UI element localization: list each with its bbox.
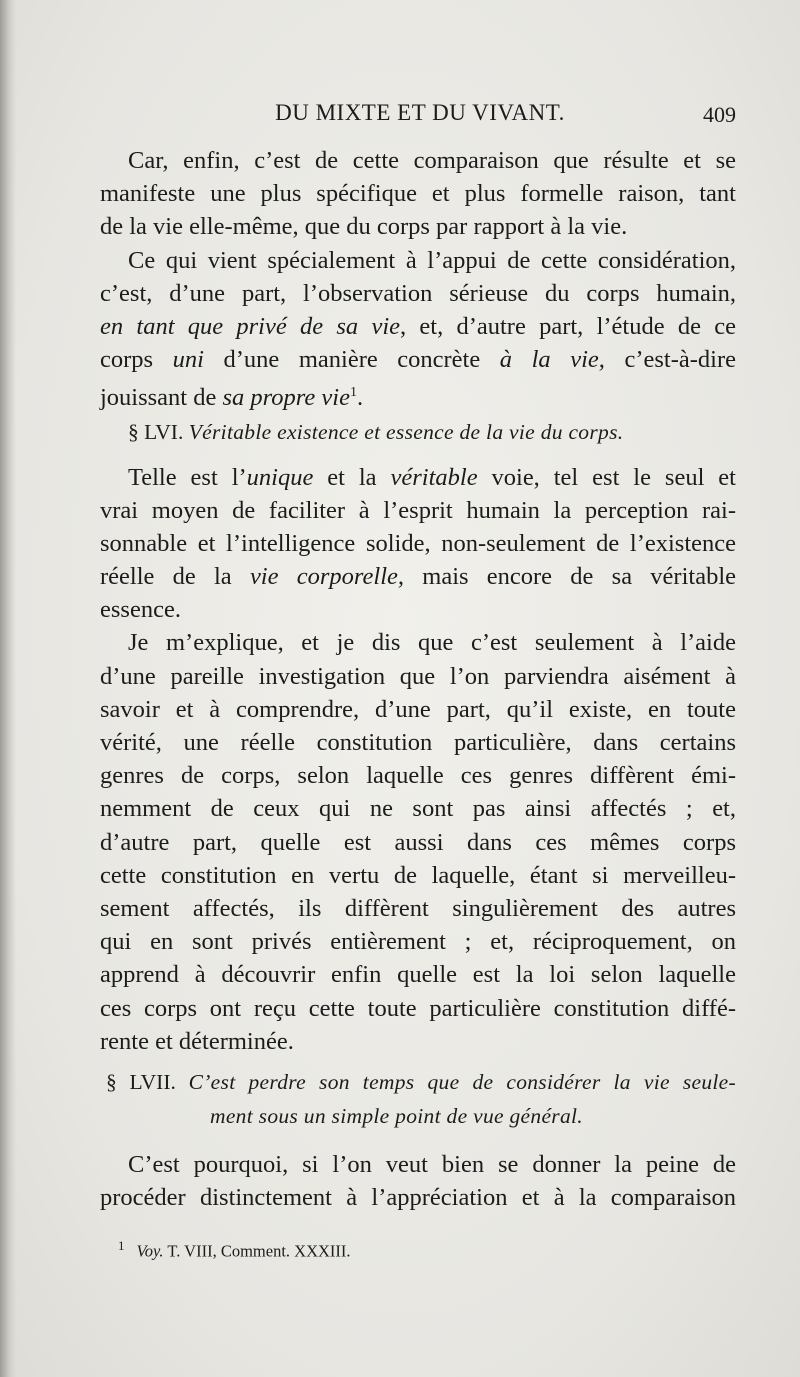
section-symbol: § <box>128 419 139 444</box>
section-title: Véritable existence et essence de la vie du corps. <box>188 419 624 444</box>
paragraph-2-line-3 <box>100 310 736 343</box>
italic-phrase: à la vie, <box>499 346 605 374</box>
paragraph-2-line-1: Ce qui vient spécialement à l’appui de cette considération, <box>128 246 736 274</box>
paragraph-4-line-8: cette constitution en vertu de laquelle, étant si merveilleu- <box>100 861 736 889</box>
footnote-marker: 1 <box>349 385 357 401</box>
paragraph-1-line-1: Car, enfin, c’est de cette comparaison que résulte et se <box>128 147 736 174</box>
paragraph-2-line-4 <box>100 343 736 376</box>
section-title-line-1: C’est perdre son temps que de considérer la vie seule- <box>188 1069 736 1094</box>
paragraph-4-line-13: rente et déterminée. <box>100 1027 294 1055</box>
page-number: 409 <box>703 102 736 127</box>
section-title-line-2: ment sous un simple point de vue général. <box>210 1103 583 1128</box>
paragraph-4-line-5: genres de corps, selon laquelle ces genres diffèrent émi- <box>100 762 736 790</box>
section-number: LVII. <box>129 1069 176 1094</box>
text-run: d’une manière concrète <box>203 346 500 374</box>
paragraph-3-line-2: vrai moyen de faciliter à l’esprit humain la perception rai- <box>100 496 736 524</box>
text-run: jouissant de <box>100 384 223 412</box>
footnote-number: 1 <box>118 1238 125 1253</box>
paragraph-1-line-3: de la vie elle-même, que du corps par rapport à la vie. <box>100 213 628 241</box>
text-run: réelle de la <box>100 563 250 591</box>
text-run: Telle est l’ <box>128 463 247 491</box>
page-header <box>100 96 740 136</box>
section-number: LVI. <box>144 419 184 444</box>
italic-word: unique <box>246 463 314 491</box>
paragraph-2-line-2: c’est, d’une part, l’observation sérieuse du corps humain, <box>100 279 736 307</box>
section-heading-lvi <box>100 416 736 450</box>
paragraph-1-line-2: manifeste une plus spécifique et plus formelle raison, tant <box>100 180 736 208</box>
paragraph-4-line-1: Je m’explique, et je dis que c’est seulement à l’aide <box>128 629 736 657</box>
text-run: , et, d’autre part, l’étude de ce <box>400 312 736 340</box>
text-run: c’est-à-dire <box>604 346 736 374</box>
paragraph-4-line-10: qui en sont privés entièrement ; et, réciproquement, on <box>100 928 736 956</box>
text-run: mais encore de sa véritable <box>404 563 737 591</box>
footnote-voy: Voy. <box>136 1241 164 1261</box>
paragraph-4-line-2: d’une pareille investigation que l’on parviendra aisément à <box>100 662 736 690</box>
paragraph-4-line-11: apprend à découvrir enfin quelle est la loi selon laquelle <box>100 961 736 989</box>
page-gutter-shadow <box>0 0 16 1377</box>
paragraph-4-line-4: vérité, une réelle constitution particulière, dans certains <box>100 729 736 756</box>
paragraph-3-line-3: sonnable et l’intelligence solide, non-seulement de l’existence <box>100 529 736 557</box>
italic-phrase: en tant que privé de sa vie <box>100 312 400 340</box>
paragraph-5-line-2: procéder distinctement à l’appréciation et à la comparaison <box>100 1184 736 1212</box>
footnote <box>118 1238 351 1262</box>
section-symbol: § <box>106 1069 117 1094</box>
italic-phrase: vie corporelle, <box>249 563 405 591</box>
text-run: corps <box>100 346 173 374</box>
text-run: voie, tel est le seul et <box>477 463 736 491</box>
paragraph-3-line-5: essence. <box>100 596 181 624</box>
text-run: . <box>356 384 364 412</box>
paragraph-3-line-1 <box>100 461 736 494</box>
text-run: et la <box>313 463 391 491</box>
section-heading-lvii-line-1 <box>100 1066 736 1100</box>
italic-phrase: sa propre vie <box>222 384 350 412</box>
italic-word: uni <box>172 346 204 374</box>
running-head: DU MIXTE ET DU VIVANT. <box>275 100 565 125</box>
footnote-reference: T. VIII, Comment. XXXIII. <box>163 1241 351 1261</box>
paragraph-4-line-12: ces corps ont reçu cette toute particulière constitution diffé- <box>100 994 736 1022</box>
paragraph-2-line-5 <box>100 376 736 412</box>
section-heading-lvii-line-2 <box>100 1100 736 1134</box>
paragraph-5-line-1: C’est pourquoi, si l’on veut bien se donner la peine de <box>128 1150 736 1178</box>
paragraph-4-line-6: nemment de ceux qui ne sont pas ainsi affectés ; et, <box>100 795 736 823</box>
paragraph-3-line-4 <box>100 560 736 593</box>
paragraph-4-line-3: savoir et à comprendre, d’une part, qu’il existe, en toute <box>100 695 736 723</box>
paragraph-4-line-9: sement affectés, ils diffèrent singulièrement des autres <box>100 894 736 922</box>
paragraph-4-line-7: d’autre part, quelle est aussi dans ces mêmes corps <box>100 828 736 856</box>
page-body <box>100 144 736 1214</box>
italic-word: véritable <box>390 463 478 491</box>
